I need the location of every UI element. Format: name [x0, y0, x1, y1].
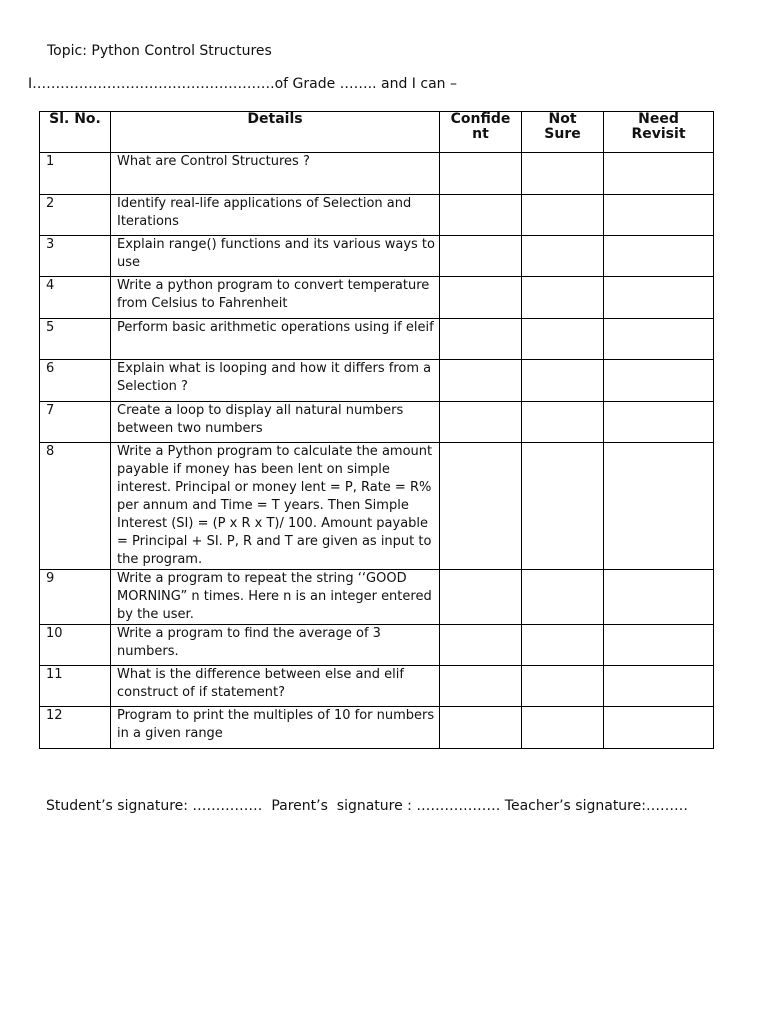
- need-revisit-cell[interactable]: [604, 195, 714, 236]
- header-not-sure: Not Sure: [522, 112, 604, 153]
- not-sure-cell[interactable]: [522, 360, 604, 402]
- need-revisit-cell[interactable]: [604, 443, 714, 570]
- header-sl-no: Sl. No.: [40, 112, 111, 153]
- need-revisit-cell[interactable]: [604, 707, 714, 749]
- need-revisit-cell[interactable]: [604, 277, 714, 319]
- row-detail: Perform basic arithmetic operations using if eleif: [111, 319, 440, 360]
- row-number: 9: [40, 570, 111, 625]
- student-intro-line: I…………………………………………….of Grade …….. and I can –: [28, 76, 457, 92]
- table-row: [40, 625, 714, 666]
- confident-cell[interactable]: [440, 319, 522, 360]
- row-number: 8: [40, 443, 111, 570]
- row-detail: Identify real-life applications of Selection and Iterations: [111, 195, 440, 236]
- confident-cell[interactable]: [440, 402, 522, 443]
- row-detail: Write a program to find the average of 3 numbers.: [111, 625, 440, 666]
- confident-cell[interactable]: [440, 195, 522, 236]
- row-detail: Create a loop to display all natural numbers between two numbers: [111, 402, 440, 443]
- table-header-row: [40, 112, 714, 153]
- row-detail: Write a program to repeat the string ‘‘GOOD MORNING” n times. Here n is an integer entered by the user.: [111, 570, 440, 625]
- not-sure-cell[interactable]: [522, 707, 604, 749]
- header-confident: Confide nt: [440, 112, 522, 153]
- row-number: 3: [40, 236, 111, 277]
- table-row: [40, 666, 714, 707]
- not-sure-cell[interactable]: [522, 443, 604, 570]
- table-row: [40, 402, 714, 443]
- need-revisit-cell[interactable]: [604, 402, 714, 443]
- topic-heading: Topic: Python Control Structures: [47, 43, 272, 59]
- table-row: [40, 360, 714, 402]
- not-sure-cell[interactable]: [522, 236, 604, 277]
- confident-cell[interactable]: [440, 666, 522, 707]
- not-sure-cell[interactable]: [522, 277, 604, 319]
- table-row: [40, 195, 714, 236]
- not-sure-cell[interactable]: [522, 625, 604, 666]
- row-detail: Write a Python program to calculate the amount payable if money has been lent on simple interest. Principal or money lent = P, Rate = R% per annum and Time = T years. Then Simple Interest (SI) = (P x R x T)/ 100. Amount payable = Principal + SI. P, R and T are given as input to the program.: [111, 443, 440, 570]
- row-number: 4: [40, 277, 111, 319]
- confident-cell[interactable]: [440, 360, 522, 402]
- need-revisit-cell[interactable]: [604, 319, 714, 360]
- row-detail: What is the difference between else and elif construct of if statement?: [111, 666, 440, 707]
- row-number: 2: [40, 195, 111, 236]
- signature-line: Student’s signature: …………… Parent’s signature : ……………… Teacher’s signature:………: [46, 798, 688, 814]
- need-revisit-cell[interactable]: [604, 625, 714, 666]
- not-sure-cell[interactable]: [522, 666, 604, 707]
- table-row: [40, 443, 714, 570]
- confident-cell[interactable]: [440, 570, 522, 625]
- table-row: [40, 707, 714, 749]
- header-need-revisit: Need Revisit: [604, 112, 714, 153]
- row-number: 1: [40, 153, 111, 195]
- row-number: 7: [40, 402, 111, 443]
- self-assessment-table: [39, 111, 714, 749]
- row-number: 12: [40, 707, 111, 749]
- not-sure-cell[interactable]: [522, 402, 604, 443]
- not-sure-cell[interactable]: [522, 195, 604, 236]
- row-number: 11: [40, 666, 111, 707]
- confident-cell[interactable]: [440, 707, 522, 749]
- need-revisit-cell[interactable]: [604, 236, 714, 277]
- row-detail: Program to print the multiples of 10 for numbers in a given range: [111, 707, 440, 749]
- row-detail: Write a python program to convert temperature from Celsius to Fahrenheit: [111, 277, 440, 319]
- row-number: 5: [40, 319, 111, 360]
- row-detail: What are Control Structures ?: [111, 153, 440, 195]
- row-number: 6: [40, 360, 111, 402]
- table-row: [40, 277, 714, 319]
- table-row: [40, 236, 714, 277]
- need-revisit-cell[interactable]: [604, 666, 714, 707]
- confident-cell[interactable]: [440, 153, 522, 195]
- header-details: Details: [111, 112, 440, 153]
- need-revisit-cell[interactable]: [604, 360, 714, 402]
- confident-cell[interactable]: [440, 443, 522, 570]
- table-row: [40, 319, 714, 360]
- row-detail: Explain range() functions and its various ways to use: [111, 236, 440, 277]
- row-number: 10: [40, 625, 111, 666]
- need-revisit-cell[interactable]: [604, 153, 714, 195]
- not-sure-cell[interactable]: [522, 153, 604, 195]
- table-row: [40, 153, 714, 195]
- confident-cell[interactable]: [440, 625, 522, 666]
- table-row: [40, 570, 714, 625]
- confident-cell[interactable]: [440, 236, 522, 277]
- not-sure-cell[interactable]: [522, 570, 604, 625]
- need-revisit-cell[interactable]: [604, 570, 714, 625]
- not-sure-cell[interactable]: [522, 319, 604, 360]
- row-detail: Explain what is looping and how it differs from a Selection ?: [111, 360, 440, 402]
- confident-cell[interactable]: [440, 277, 522, 319]
